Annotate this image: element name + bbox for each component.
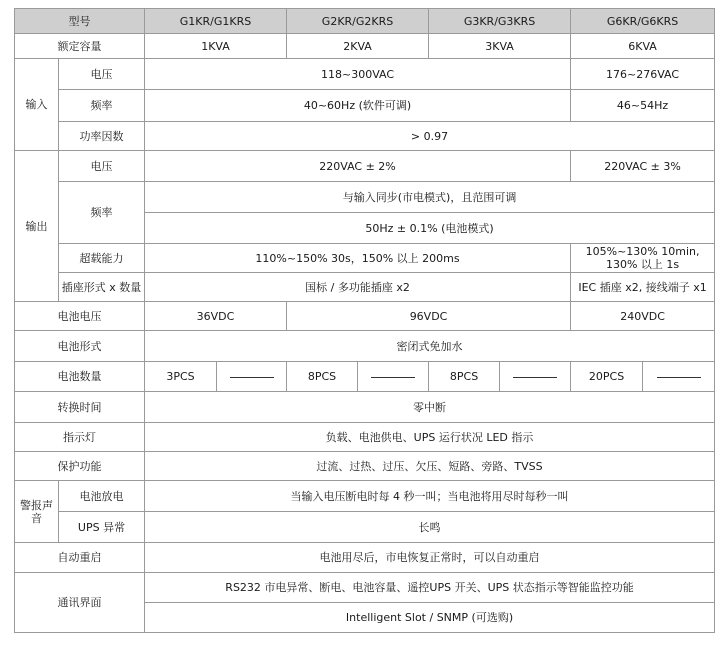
table-row — [15, 423, 715, 452]
comm-line1: RS232 市电异常、断电、电池容量、遥控UPS 开关、UPS 状态指示等智能监控功能 — [145, 573, 715, 603]
spec-table — [14, 8, 715, 633]
rated-capacity-g6: 6KVA — [571, 34, 715, 59]
overload-label: 超载能力 — [59, 244, 145, 273]
battery-count-g1-dash — [217, 362, 287, 392]
battery-count-g6-dash — [643, 362, 715, 392]
indicator-value: 负载、电池供电、UPS 运行状况 LED 指示 — [145, 423, 715, 452]
battery-voltage-g6: 240VDC — [571, 302, 715, 331]
battery-type-label: 电池形式 — [15, 331, 145, 362]
output-frequency-label: 频率 — [59, 182, 145, 244]
dash-line — [230, 377, 274, 378]
table-row — [15, 122, 715, 151]
output-voltage-g6: 220VAC ± 3% — [571, 151, 715, 182]
indicator-label: 指示灯 — [15, 423, 145, 452]
battery-count-g2: 8PCS — [287, 362, 358, 392]
overload-g6-line2: 130% 以上 1s — [605, 258, 680, 271]
alarm-discharge-label: 电池放电 — [59, 481, 145, 512]
table-row — [15, 512, 715, 543]
overload-g6-line1: 105%~130% 10min, — [585, 245, 700, 258]
table-row — [15, 392, 715, 423]
comm-line2: Intelligent Slot / SNMP (可选购) — [145, 603, 715, 633]
input-frequency-label: 频率 — [59, 90, 145, 122]
table-row — [15, 362, 715, 392]
socket-label: 插座形式 x 数量 — [59, 273, 145, 302]
input-frequency-g6: 46~54Hz — [571, 90, 715, 122]
table-row — [15, 452, 715, 481]
table-row — [15, 273, 715, 302]
alarm-discharge-value: 当输入电压断电时每 4 秒一叫；当电池将用尽时每秒一叫 — [145, 481, 715, 512]
socket-g123: 国标 / 多功能插座 x2 — [145, 273, 571, 302]
rated-capacity-g2: 2KVA — [287, 34, 429, 59]
dash-line — [513, 377, 557, 378]
rated-capacity-label: 额定容量 — [15, 34, 145, 59]
table-row — [15, 151, 715, 182]
rated-capacity-g1: 1KVA — [145, 34, 287, 59]
dash-line — [371, 377, 415, 378]
auto-restart-label: 自动重启 — [15, 543, 145, 573]
battery-count-g3: 8PCS — [429, 362, 500, 392]
header-g1: G1KR/G1KRS — [145, 9, 287, 34]
power-factor-label: 功率因数 — [59, 122, 145, 151]
protection-value: 过流、过热、过压、欠压、短路、旁路、TVSS — [145, 452, 715, 481]
power-factor-value: > 0.97 — [145, 122, 715, 151]
rated-capacity-g3: 3KVA — [429, 34, 571, 59]
battery-voltage-g23: 96VDC — [287, 302, 571, 331]
output-frequency-line1: 与输入同步(市电模式)，且范围可调 — [145, 182, 715, 213]
output-voltage-g123: 220VAC ± 2% — [145, 151, 571, 182]
protection-label: 保护功能 — [15, 452, 145, 481]
alarm-group-label: 警报声音 — [15, 481, 59, 543]
alarm-ups-fault-value: 长鸣 — [145, 512, 715, 543]
alarm-ups-fault-label: UPS 异常 — [59, 512, 145, 543]
table-row — [15, 59, 715, 90]
table-row — [15, 182, 715, 213]
table-row — [15, 543, 715, 573]
transfer-time-label: 转换时间 — [15, 392, 145, 423]
auto-restart-value: 电池用尽后，市电恢复正常时，可以自动重启 — [145, 543, 715, 573]
battery-count-g3-dash — [500, 362, 571, 392]
header-g3: G3KR/G3KRS — [429, 9, 571, 34]
battery-voltage-label: 电池电压 — [15, 302, 145, 331]
table-row — [15, 481, 715, 512]
header-row — [15, 9, 715, 34]
comm-label: 通讯界面 — [15, 573, 145, 633]
battery-count-g1: 3PCS — [145, 362, 217, 392]
input-voltage-g123: 118~300VAC — [145, 59, 571, 90]
table-row — [15, 302, 715, 331]
table-row — [15, 34, 715, 59]
battery-type-value: 密闭式免加水 — [145, 331, 715, 362]
output-voltage-label: 电压 — [59, 151, 145, 182]
table-row — [15, 90, 715, 122]
battery-count-label: 电池数量 — [15, 362, 145, 392]
input-frequency-g123: 40~60Hz (软件可调) — [145, 90, 571, 122]
input-voltage-g6: 176~276VAC — [571, 59, 715, 90]
battery-voltage-g1: 36VDC — [145, 302, 287, 331]
battery-count-g2-dash — [358, 362, 429, 392]
table-row — [15, 244, 715, 273]
input-voltage-label: 电压 — [59, 59, 145, 90]
overload-g123: 110%~150% 30s，150% 以上 200ms — [145, 244, 571, 273]
dash-line — [657, 377, 701, 378]
table-row — [15, 573, 715, 603]
input-group-label: 输入 — [15, 59, 59, 151]
socket-g6: IEC 插座 x2, 接线端子 x1 — [571, 273, 715, 302]
header-g2: G2KR/G2KRS — [287, 9, 429, 34]
overload-g6 — [571, 244, 715, 273]
header-g6: G6KR/G6KRS — [571, 9, 715, 34]
table-row — [15, 331, 715, 362]
header-model: 型号 — [15, 9, 145, 34]
battery-count-g6: 20PCS — [571, 362, 643, 392]
transfer-time-value: 零中断 — [145, 392, 715, 423]
output-frequency-line2: 50Hz ± 0.1% (电池模式) — [145, 213, 715, 244]
output-group-label: 输出 — [15, 151, 59, 302]
